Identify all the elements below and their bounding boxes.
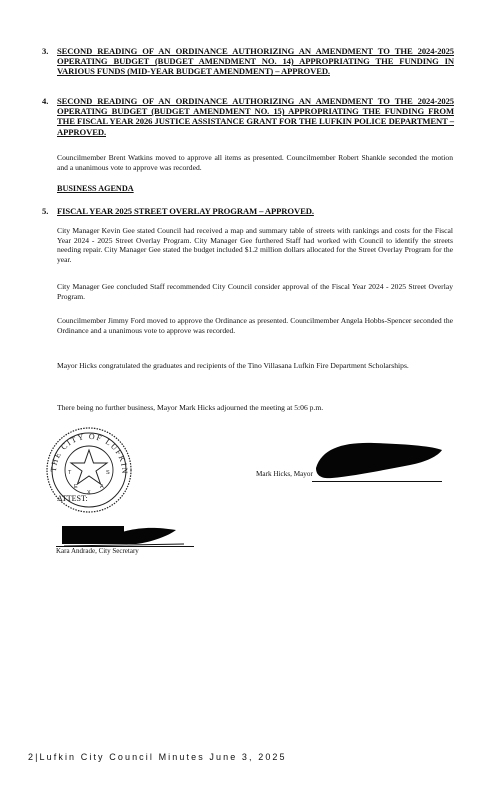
- seal-letter: A: [100, 484, 104, 490]
- attest-label: ATTEST:: [57, 494, 88, 503]
- overlay-paragraph-2: City Manager Gee concluded Staff recommended City Council consider approval of the Fiscal Year 2024 - 2025 Street Overlay Program.: [57, 282, 453, 301]
- mayor-signature-icon: [314, 438, 444, 483]
- overlay-paragraph-1: City Manager Kevin Gee stated Council had received a map and summary table of streets with rankings and costs for the Fiscal Year 2024 - 2025 Street Overlay Program. City Manager Gee furthered Staff had worked with Council to identify the streets needing repair. City Manager Gee stated the budget included $1.2 million dollars allocated for the Street Overlay Program for the year.: [57, 226, 453, 264]
- mayor-signature-line: [312, 481, 442, 482]
- mayor-name: Mark Hicks, Mayor: [256, 470, 313, 478]
- item-heading: FISCAL YEAR 2025 STREET OVERLAY PROGRAM – APPROVED.: [57, 206, 314, 216]
- scholarships-paragraph: Mayor Hicks congratulated the graduates and recipients of the Tino Villasana Lufkin Fire Department Scholarships.: [57, 361, 409, 370]
- agenda-item-3: [42, 46, 454, 77]
- item-number: 3.: [42, 46, 49, 56]
- item-heading: SECOND READING OF AN ORDINANCE AUTHORIZING AN AMENDMENT TO THE 2024-2025 OPERATING BUDGET (BUDGET AMENDMENT NO. 15) APPROPRIATING THE FUNDING FROM THE FISCAL YEAR 2026 JUSTICE ASSISTANCE GRANT FOR THE LUFKIN POLICE DEPARTMENT – APPROVED.: [57, 96, 454, 137]
- item-number: 5.: [42, 206, 49, 216]
- seal-letter: S: [106, 470, 110, 476]
- secretary-name: Kara Andrade, City Secretary: [56, 547, 139, 555]
- city-seal-icon: [40, 424, 138, 514]
- seal-text: THE CITY OF LUFKIN: [48, 431, 130, 476]
- seal-letter: E: [74, 484, 78, 490]
- business-agenda-heading: BUSINESS AGENDA: [57, 184, 134, 193]
- overlay-motion-paragraph: Councilmember Jimmy Ford moved to approve the Ordinance as presented. Councilmember Angela Hobbs-Spencer seconded the Ordinance and a unanimous vote to approve was recorded.: [57, 316, 453, 335]
- seal-letter: X: [87, 490, 91, 496]
- seal-letter: T: [68, 470, 72, 476]
- agenda-item-5: [42, 206, 454, 216]
- agenda-item-4: [42, 96, 454, 137]
- adjourn-paragraph: There being no further business, Mayor Mark Hicks adjourned the meeting at 5:06 p.m.: [57, 403, 324, 412]
- page-footer: 2|Lufkin City Council Minutes June 3, 2025: [28, 752, 287, 762]
- item-heading: SECOND READING OF AN ORDINANCE AUTHORIZING AN AMENDMENT TO THE 2024-2025 OPERATING BUDGET (BUDGET AMENDMENT NO. 14) APPROPRIATING THE FUNDING IN VARIOUS FUNDS (MID-YEAR BUDGET AMENDMENT) – APPROVED.: [57, 46, 454, 77]
- motion-paragraph: Councilmember Brent Watkins moved to approve all items as presented. Councilmember Robert Shankle seconded the motion and a unanimous vote to approve was recorded.: [57, 153, 453, 172]
- item-number: 4.: [42, 96, 49, 106]
